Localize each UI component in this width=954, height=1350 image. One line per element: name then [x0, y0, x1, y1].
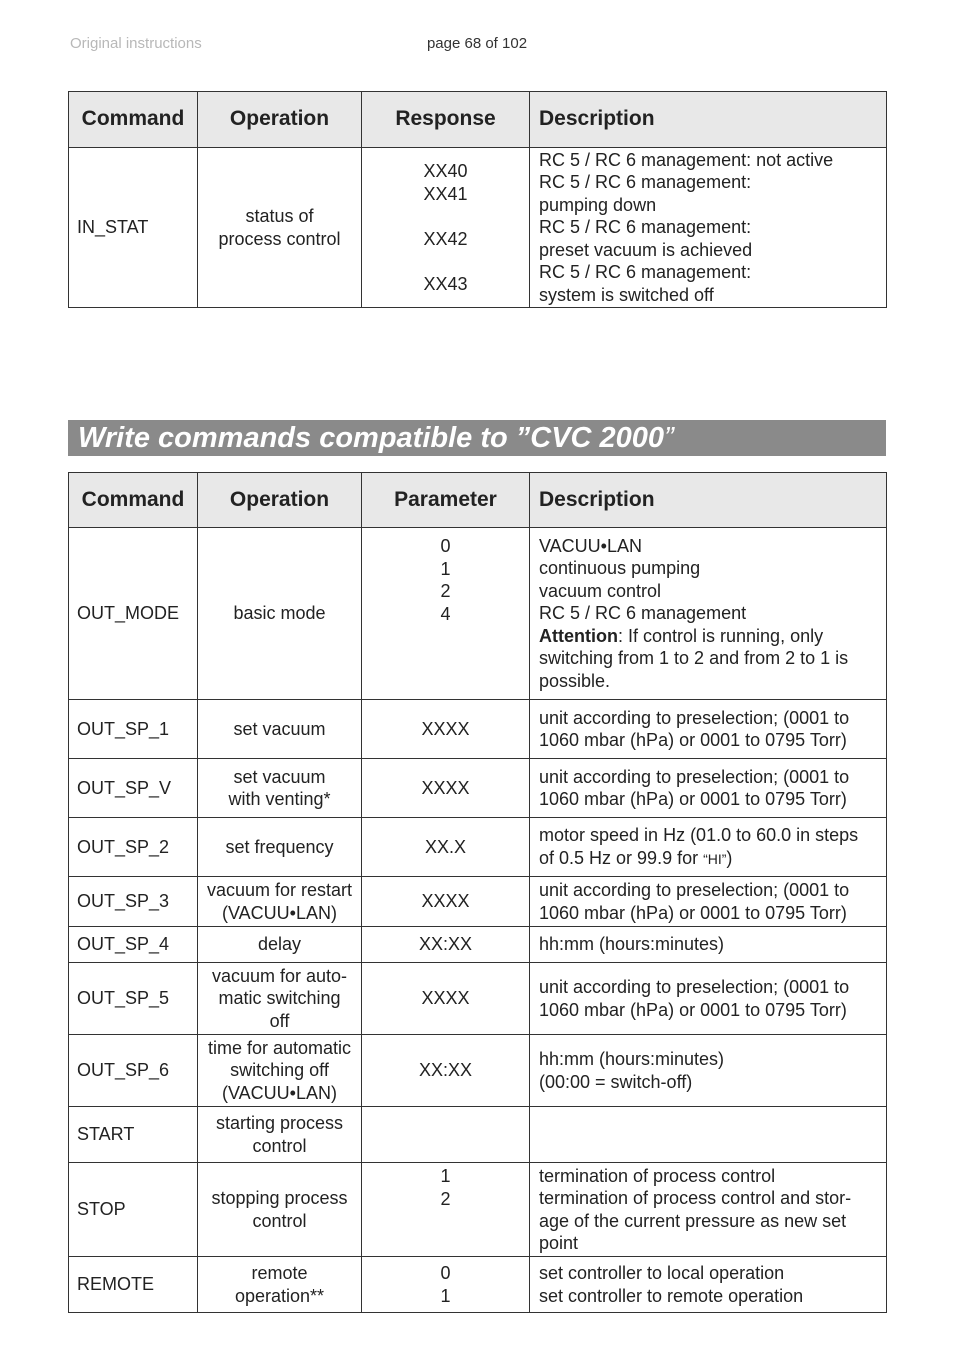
parameter-value: 4	[440, 603, 451, 624]
description-line: set controller to local operation	[539, 1263, 785, 1283]
command-cell: OUT_SP_5	[69, 963, 198, 1035]
operation-line: set frequency	[225, 836, 334, 857]
parameter-value: XX:XX	[418, 934, 473, 955]
operation-line: set vacuum	[233, 766, 326, 787]
parameter-value: 2	[440, 1188, 451, 1209]
col-header-operation: Operation	[198, 92, 362, 148]
parameter-cell	[362, 1257, 530, 1313]
response-cell	[362, 148, 530, 308]
command-cell: OUT_SP_2	[69, 818, 198, 877]
parameter-value: 0	[440, 536, 451, 556]
description-line: 1060 mbar (hPa) or 0001 to 0795 Torr)	[539, 902, 847, 923]
operation-cell	[198, 148, 362, 308]
command-cell: OUT_SP_3	[69, 877, 198, 927]
description-cell	[530, 1163, 887, 1257]
section-title-quote: ”	[664, 422, 674, 454]
attention-text: : If control is running, only	[617, 625, 824, 646]
section-title-text: Write commands compatible to ”CVC 2000	[78, 422, 665, 454]
parameter-cell	[362, 528, 530, 700]
operation-cell	[198, 1107, 362, 1163]
parameter-value: 1	[440, 558, 451, 579]
description-line: 1060 mbar (hPa) or 0001 to 0795 Torr)	[539, 730, 847, 750]
col-header-response: Response	[362, 92, 530, 148]
operation-line: vacuum for restart	[206, 880, 353, 900]
table-row	[69, 1163, 887, 1257]
description-line: hh:mm (hours:minutes)	[539, 934, 725, 955]
table-row	[69, 927, 887, 963]
description-line: vacuum control	[539, 580, 662, 601]
description-line: RC 5 / RC 6 management:	[539, 217, 752, 238]
parameter-value: XX.X	[424, 836, 467, 857]
description-line: RC 5 / RC 6 management: not active	[539, 149, 834, 170]
description-cell	[530, 927, 887, 963]
col-header-operation: Operation	[198, 473, 362, 528]
parameter-value: XXXX	[421, 777, 470, 798]
description-line: RC 5 / RC 6 management:	[539, 172, 752, 193]
description-line: (00:00 = switch-off)	[539, 1071, 693, 1092]
description-cell	[530, 1035, 887, 1107]
parameter-cell	[362, 927, 530, 963]
parameter-value: 1	[440, 1166, 451, 1186]
description-line: unit according to preselection; (0001 to	[539, 766, 850, 787]
table-row	[69, 818, 887, 877]
page-number: page 68 of 102	[426, 35, 528, 52]
description-line: termination of process control	[539, 1165, 776, 1186]
operation-line: switching off	[230, 1060, 329, 1081]
command-cell: START	[69, 1107, 198, 1163]
command-cell: REMOTE	[69, 1257, 198, 1313]
description-line: point	[539, 1233, 579, 1253]
description-line: 1060 mbar (hPa) or 0001 to 0795 Torr)	[539, 789, 847, 809]
col-header-description: Description	[530, 92, 887, 148]
operation-line: off	[269, 1010, 290, 1031]
description-line: set controller to remote operation	[539, 1285, 804, 1306]
command-cell: OUT_MODE	[69, 528, 198, 700]
operation-cell	[198, 1035, 362, 1107]
operation-line: status of	[245, 206, 314, 226]
table-row	[69, 1107, 887, 1163]
description-line: possible.	[539, 670, 611, 691]
table-row	[69, 963, 887, 1035]
parameter-value: 0	[440, 1263, 451, 1283]
description-line	[539, 847, 883, 871]
operation-cell	[198, 700, 362, 759]
table-row	[69, 877, 887, 927]
parameter-value: XXXX	[421, 988, 470, 1009]
description-cell	[530, 528, 887, 700]
operation-cell	[198, 528, 362, 700]
parameter-cell	[362, 1035, 530, 1107]
parameter-value: 1	[440, 1285, 451, 1306]
col-header-command: Command	[69, 92, 198, 148]
table-header-row	[69, 473, 887, 528]
operation-line: stopping process	[211, 1188, 348, 1208]
command-cell: OUT_SP_V	[69, 759, 198, 818]
description-line: age of the current pressure as new set	[539, 1210, 847, 1231]
operation-cell	[198, 877, 362, 927]
parameter-cell	[362, 700, 530, 759]
operation-line: time for automatic	[207, 1037, 352, 1058]
description-line: switching from 1 to 2 and from 2 to 1 is	[539, 648, 849, 669]
operation-cell	[198, 818, 362, 877]
description-line: termination of process control and stor-	[539, 1188, 852, 1208]
operation-cell	[198, 927, 362, 963]
table-row	[69, 700, 887, 759]
description-line: pumping down	[539, 194, 657, 215]
description-cell	[530, 700, 887, 759]
description-cell	[530, 1257, 887, 1313]
command-cell: OUT_SP_1	[69, 700, 198, 759]
response-value: XX43	[423, 273, 468, 294]
description-cell	[530, 818, 887, 877]
description-cell	[530, 759, 887, 818]
operation-line: set vacuum	[233, 718, 326, 739]
parameter-value: XXXX	[421, 718, 470, 739]
description-line: VACUU•LAN	[539, 535, 642, 556]
description-line: continuous pumping	[539, 558, 701, 579]
description-hi-label: “HI”	[703, 850, 727, 867]
command-cell: IN_STAT	[69, 148, 198, 308]
operation-line: delay	[257, 934, 302, 955]
description-cell	[530, 148, 887, 308]
operation-line: (VACUU•LAN)	[222, 1082, 337, 1103]
table-row	[69, 148, 887, 308]
operation-line: remote	[251, 1263, 308, 1283]
read-commands-table	[68, 91, 887, 308]
operation-cell	[198, 1257, 362, 1313]
response-value: XX42	[423, 228, 468, 249]
description-line: 1060 mbar (hPa) or 0001 to 0795 Torr)	[539, 999, 847, 1020]
header-left-text: Original instructions	[70, 35, 202, 52]
description-line: RC 5 / RC 6 management	[539, 603, 747, 624]
description-line: RC 5 / RC 6 management:	[539, 262, 752, 283]
command-cell: OUT_SP_4	[69, 927, 198, 963]
description-line: motor speed in Hz (01.0 to 60.0 in steps	[539, 825, 859, 845]
response-value: XX41	[423, 183, 468, 204]
table-row	[69, 1257, 887, 1313]
parameter-value: 2	[440, 581, 451, 601]
description-cell	[530, 877, 887, 927]
operation-line: starting process	[215, 1113, 344, 1133]
table-row	[69, 528, 887, 700]
description-cell	[530, 1107, 887, 1163]
table-header-row	[69, 92, 887, 148]
col-header-description: Description	[530, 473, 887, 528]
description-text: )	[726, 847, 733, 868]
col-header-command: Command	[69, 473, 198, 528]
section-title	[68, 420, 886, 456]
parameter-cell	[362, 818, 530, 877]
operation-line: with venting*	[228, 789, 331, 809]
description-line: preset vacuum is achieved	[539, 239, 753, 260]
attention-line	[539, 625, 883, 648]
parameter-value: XX:XX	[418, 1060, 473, 1081]
description-line: unit according to preselection; (0001 to	[539, 880, 850, 900]
operation-cell	[198, 1163, 362, 1257]
parameter-cell	[362, 1107, 530, 1163]
parameter-cell	[362, 877, 530, 927]
operation-line: control	[252, 1135, 307, 1156]
table-row	[69, 1035, 887, 1107]
operation-line: control	[252, 1210, 307, 1231]
description-line: hh:mm (hours:minutes)	[539, 1049, 725, 1069]
operation-line: matic switching	[218, 988, 341, 1009]
description-line: unit according to preselection; (0001 to	[539, 707, 850, 728]
operation-cell	[198, 759, 362, 818]
operation-line: vacuum for auto-	[211, 965, 348, 986]
parameter-cell	[362, 1163, 530, 1257]
command-cell: STOP	[69, 1163, 198, 1257]
operation-line: operation**	[234, 1285, 325, 1306]
command-cell: OUT_SP_6	[69, 1035, 198, 1107]
operation-line: process control	[218, 228, 341, 249]
description-line: system is switched off	[539, 284, 714, 305]
parameter-cell	[362, 963, 530, 1035]
col-header-parameter: Parameter	[362, 473, 530, 528]
description-cell	[530, 963, 887, 1035]
parameter-cell	[362, 759, 530, 818]
description-line: unit according to preselection; (0001 to	[539, 977, 850, 997]
operation-line: basic mode	[233, 603, 326, 624]
write-commands-table	[68, 472, 887, 1313]
parameter-value: XXXX	[421, 891, 470, 912]
description-text: of 0.5 Hz or 99.9 for	[539, 847, 704, 868]
response-value: XX40	[423, 161, 468, 181]
table-row	[69, 759, 887, 818]
attention-label: Attention	[539, 625, 618, 646]
operation-cell	[198, 963, 362, 1035]
operation-line: (VACUU•LAN)	[222, 902, 337, 923]
